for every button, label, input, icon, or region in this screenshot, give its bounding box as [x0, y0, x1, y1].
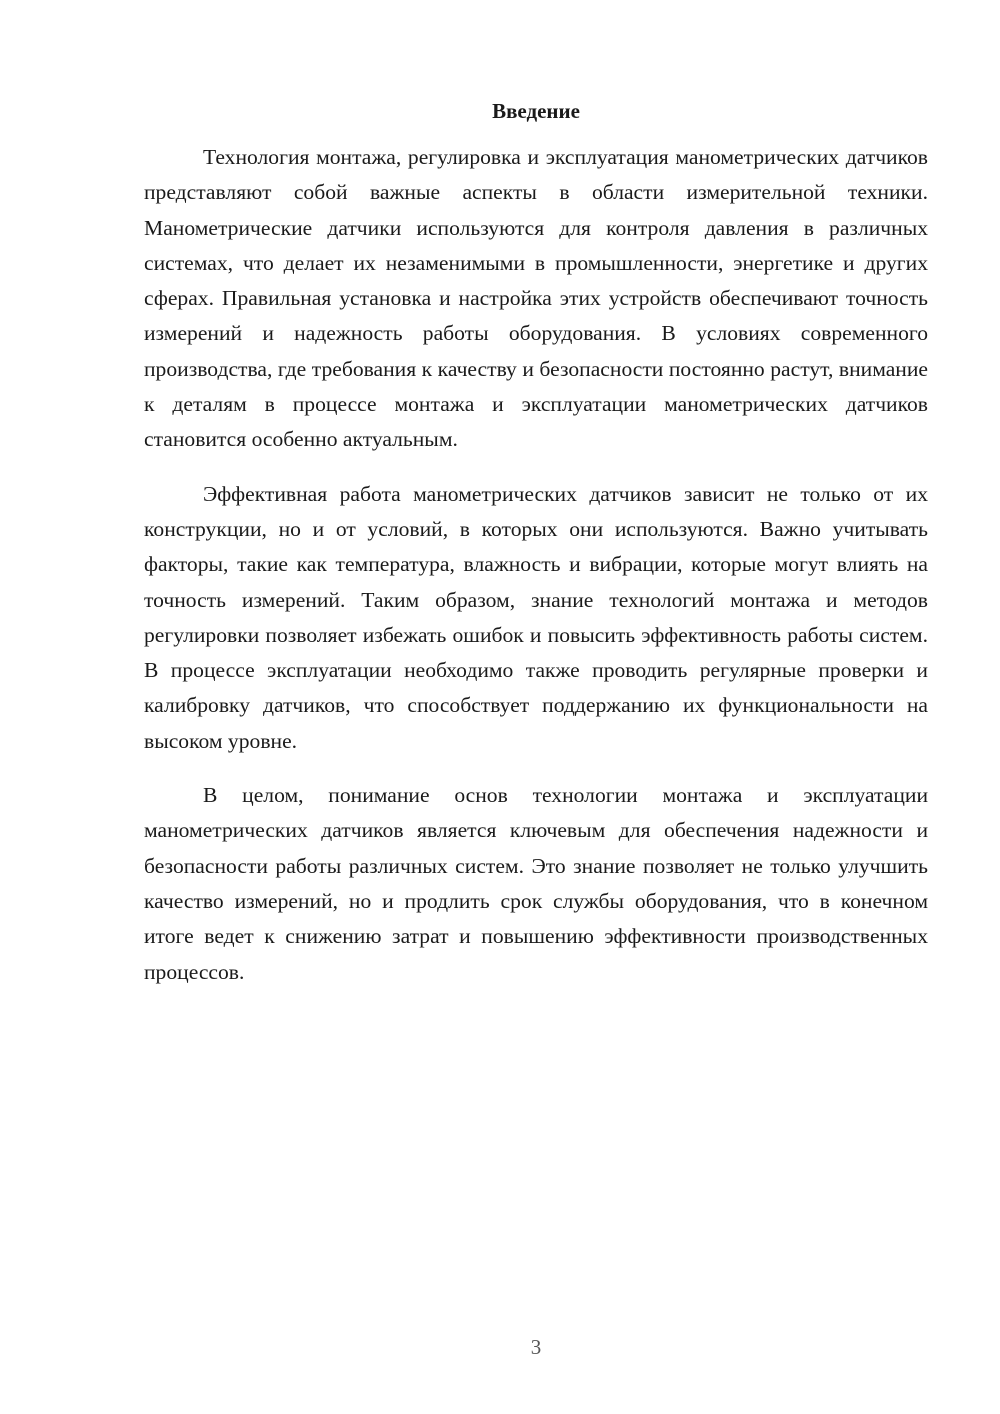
page-number: 3 — [530, 1335, 542, 1359]
page-content — [144, 96, 928, 1009]
paragraph-1: Технология монтажа, регулировка и эксплуатация манометрических датчиков представляют собой важные аспекты в области измерительной техники. Манометрические датчики используются для контроля давления в различных системах, что делает их незаменимыми в промышленности, энергетике и других сферах. Правильная установка и настройка этих устройств обеспечивают точность измерений и надежность работы оборудования. В условиях современного производства, где требования к качеству и безопасности постоянно растут, внимание к деталям в процессе монтажа и эксплуатации манометрических датчиков становится особенно актуальным. — [144, 145, 928, 452]
paragraph-2: Эффективная работа манометрических датчиков зависит не только от их конструкции, но и от условий, в которых они используются. Важно учитывать факторы, такие как температура, влажность и вибрации, которые могут влиять на точность измерений. Таким образом, знание технологий монтажа и методов регулировки позволяет избежать ошибок и повысить эффективность работы систем. В процессе эксплуатации необходимо также проводить регулярные проверки и калибровку датчиков, что способствует поддержанию их функциональности на высоком уровне. — [144, 481, 928, 753]
section-title: Введение — [492, 99, 580, 123]
paragraph-3: В целом, понимание основ технологии монтажа и эксплуатации манометрических датчиков является ключевым для обеспечения надежности и безопасности работы различных систем. Это знание позволяет не только улучшить качество измерений, но и продлить срок службы оборудования, что в конечном итоге ведет к снижению затрат и повышению эффективности производственных процессов. — [144, 783, 928, 984]
